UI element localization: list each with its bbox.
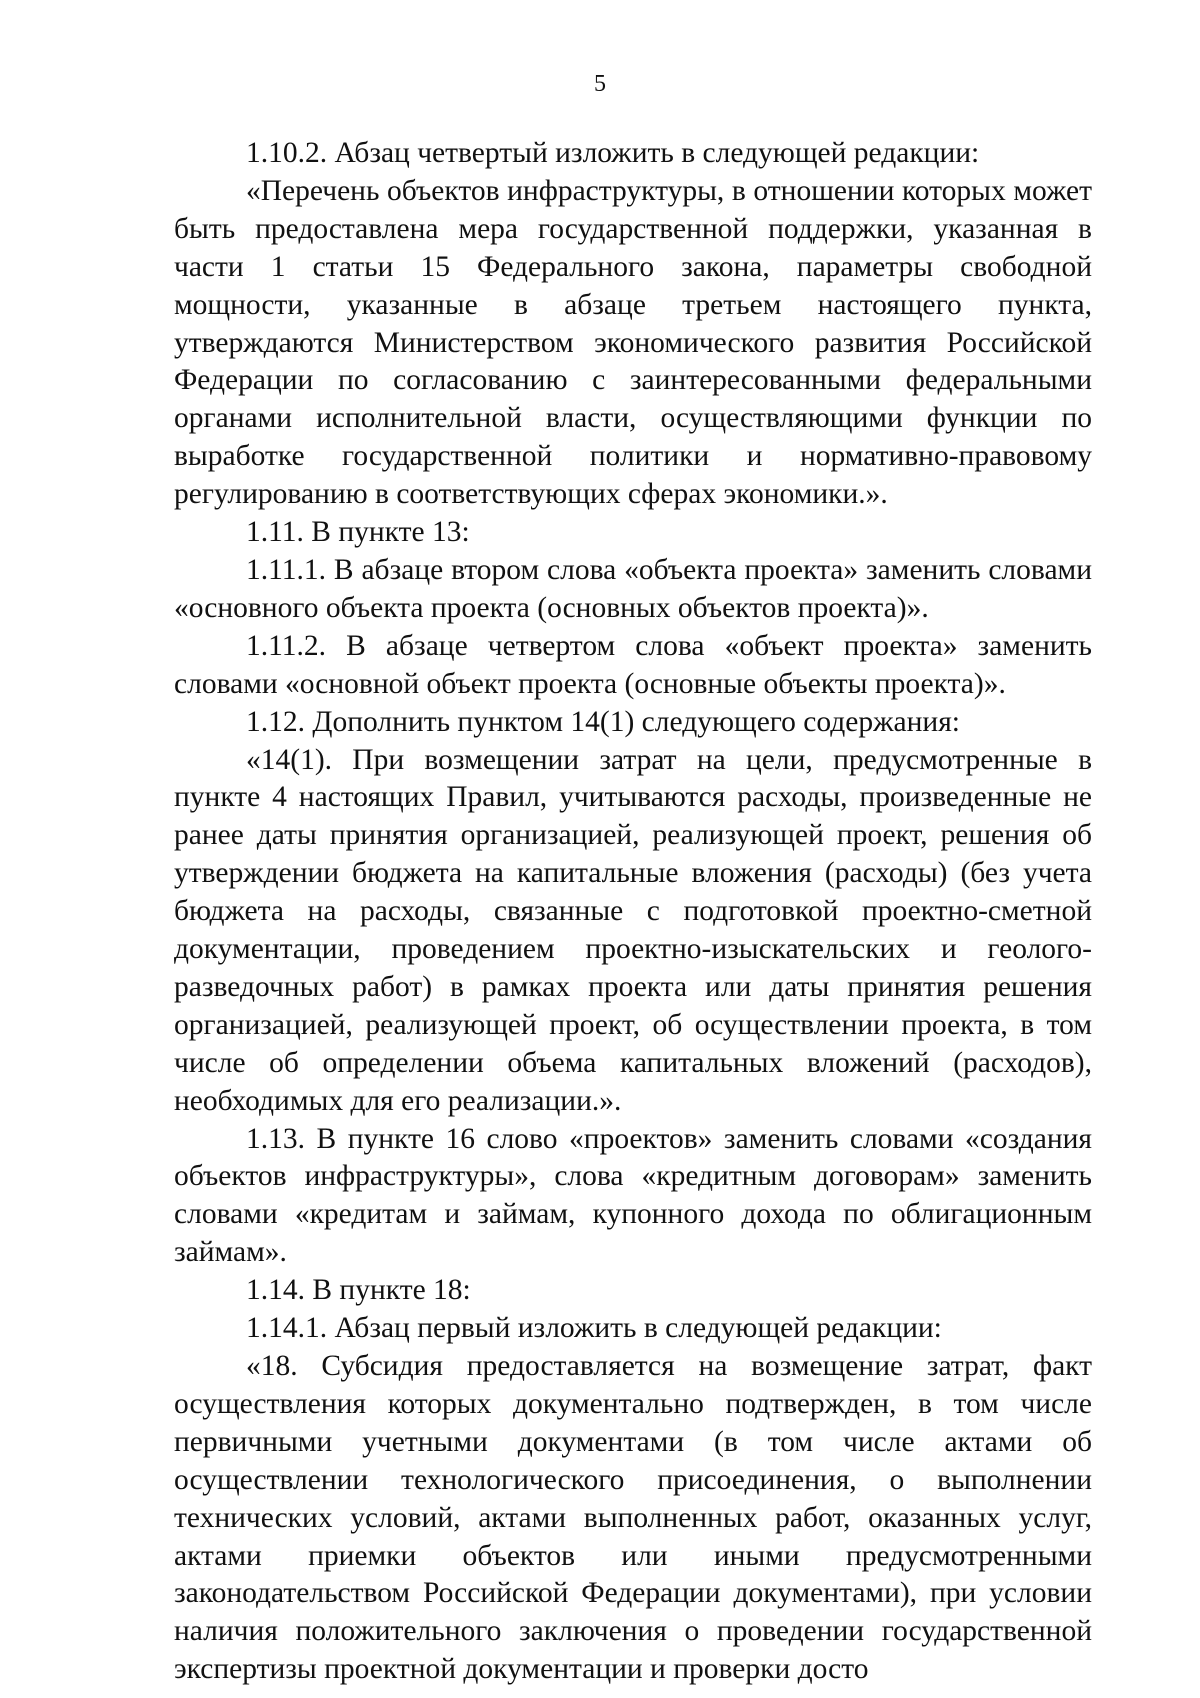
paragraph-infrastructure-list: «Перечень объектов инфраструктуры, в отношении которых может быть предоставлена мера государственной поддержки, указанная в части 1 статьи 15 Федерального закона, параметры свободной мощности, указанные в абзаце третьем настоящего пункта, утверждаются Министерством экономического развития Российской Федерации по согласованию с заинтересованными федеральными органами исполнительной власти, осуществляющими функции по выработке государственной политики и нормативно-правовому регулированию в соответствующих сферах экономики.».	[174, 174, 1092, 511]
paragraph-1-14: 1.14. В пункте 18:	[246, 1274, 471, 1307]
paragraph-14-1: «14(1). При возмещении затрат на цели, предусмотренные в пункте 4 настоящих Правил, учитываются расходы, произведенные не ранее даты принятия организацией, реализующей проект, решения об утверждении бюджета на капитальные вложения (расходы) (без учета бюджета на расходы, связанные с подготовкой проектно-сметной документации, проведением проектно-изыскательских и геолого-разведочных работ) в рамках проекта или даты принятия решения организацией, реализующей проект, об осуществлении проекта, в том числе об определении объема капитальных вложений (расходов), необходимых для его реализации.».	[174, 743, 1092, 1117]
paragraph-1-12: 1.12. Дополнить пунктом 14(1) следующего содержания:	[246, 705, 960, 738]
paragraph-1-11-1: 1.11.1. В абзаце втором слова «объекта проекта» заменить словами «основного объекта проекта (основных объектов проекта)».	[174, 553, 1092, 624]
paragraph-1-11-2: 1.11.2. В абзаце четвертом слова «объект проекта» заменить словами «основной объект проекта (основные объекты проекта)».	[174, 629, 1092, 700]
paragraph-1-10-2: 1.10.2. Абзац четвертый изложить в следующей редакции:	[246, 137, 980, 169]
page-number: 5	[594, 71, 606, 97]
paragraph-18: «18. Субсидия предоставляется на возмещение затрат, факт осуществления которых документально подтвержден, в том числе первичными учетными документами (в том числе актами об осуществлении технологического присоединения, о выполнении технических условий, актами выполненных работ, оказанных услуг, актами приемки объектов или иными предусмотренными законодательством Российской Федерации документами), при условии наличия положительного заключения о проведении государственной экспертизы проектной документации и проверки досто	[174, 1350, 1092, 1686]
paragraph-1-11: 1.11. В пункте 13:	[246, 516, 470, 549]
paragraph-1-14-1: 1.14.1. Абзац первый изложить в следующей редакции:	[246, 1312, 942, 1345]
paragraph-1-13: 1.13. В пункте 16 слово «проектов» заменить словами «создания объектов инфраструктуры», слова «кредитным договорам» заменить словами «кредитам и займам, купонного дохода по облигационным займам».	[174, 1122, 1092, 1269]
document-body	[174, 135, 1092, 1689]
